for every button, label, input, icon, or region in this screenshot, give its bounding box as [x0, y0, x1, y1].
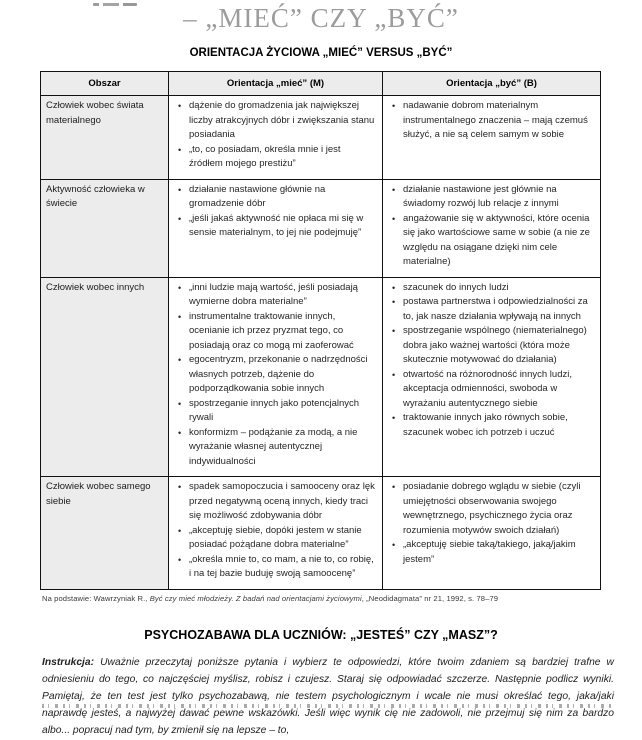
bullet-item: • spostrzeganie innych jako potencjalnych rywali	[175, 397, 376, 426]
area-cell: Człowiek wobec samego siebie	[41, 477, 169, 590]
byc-cell	[383, 477, 601, 590]
footnote-suffix: , „Neodidagmata” nr 21, 1992, s. 78–79	[361, 593, 499, 603]
bullet-item: • „jeśli jakaś aktywność nie opłaca mi się w sensie materialnym, to jej nie podejmuję”	[175, 212, 376, 241]
bullet-item: • otwartość na różnorodność innych ludzi, akceptacja odmienności, swoboda w wyrażaniu autentycznego siebie	[389, 368, 594, 412]
bullet-item: • posiadanie dobrego wglądu w siebie (czyli umiejętności obserwowania swojego wewnętrznego, psychicznego życia oraz rozumienia motywów swoich działań)	[389, 480, 594, 538]
table-row	[41, 96, 601, 180]
miec-cell	[169, 179, 383, 277]
bullet-item: • postawa partnerstwa i odpowiedzialności za to, jak nasze działania wpływają na innych	[389, 295, 594, 324]
bullet-item: • spostrzeganie wspólnego (niematerialnego) dobra jako ważnej wartości (która może skutecznie motywować do działania)	[389, 324, 594, 368]
table-row	[41, 477, 601, 590]
bullet-item: • angażowanie się w aktywności, które ocenia się jako wartościowe same w sobie (a nie ze względu na osiągane dzięki nim cele materialne)	[389, 212, 594, 270]
bullet-item: • egocentryzm, przekonanie o nadrzędności własnych potrzeb, dążenie do podporządkowania sobie innych	[175, 353, 376, 397]
instruction-label: Instrukcja:	[42, 656, 95, 668]
bullet-item: • dążenie do gromadzenia jak największej liczby atrakcyjnych dóbr i zwiększania stanu posiadania	[175, 99, 376, 143]
bullet-item: • „określa mnie to, co mam, a nie to, co robię, i na tej bazie buduję swoją samoocenę”	[175, 553, 376, 582]
clipped-text-line	[42, 704, 612, 708]
miec-cell	[169, 96, 383, 180]
bullet-item: • konformizm – podążanie za modą, a nie wyrażanie własnej autentycznej indywidualności	[175, 426, 376, 470]
header-miec: Orientacja „mieć” (M)	[169, 72, 383, 96]
bullet-item: • działanie nastawione głównie na gromadzenie dóbr	[175, 183, 376, 212]
bullet-item: • nadawanie dobrom materialnym instrumentalnego znaczenia – mają czemuś służyć, a nie są celem samym w sobie	[389, 99, 594, 143]
miec-cell	[169, 477, 383, 590]
bullet-item: • „inni ludzie mają wartość, jeśli posiadają wymierne dobra materialne”	[175, 281, 376, 310]
bullet-item: • instrumentalne traktowanie innych, ocenianie ich przez pryzmat tego, co posiadają oraz co mogą mi zaoferować	[175, 310, 376, 354]
byc-cell	[383, 179, 601, 277]
instruction-text: Uważnie przeczytaj poniższe pytania i wybierz te odpowiedzi, które twoim zdaniem są bardziej trafne w odniesieniu do tego, co najczęściej myślisz, robisz i czujesz. Staraj się odpowiadać szczerze. Następnie podlicz wyniki. Pamiętaj, że ten test jest tylko psychozabawą, nie testem psychologicznym i wcale nie musi określać tego, jaka/jaki naprawdę jesteś, a najwyżej dawać pewne wskazówki. Jeśli więc wynik cię nie zadowoli, nie przejmuj się nim za bardzo albo... popracuj nad tym, by zmienił się na lepsze – to,	[42, 656, 614, 737]
footnote-prefix: Na podstawie: Wawrzyniak R.,	[42, 593, 150, 603]
bullet-item: • działanie nastawione jest głównie na świadomy rozwój lub relacje z innymi	[389, 183, 594, 212]
bullet-item: • „akceptuję siebie taką/takiego, jaką/jakim jestem”	[389, 538, 594, 567]
bullet-item: • szacunek do innych ludzi	[389, 281, 594, 296]
area-cell: Człowiek wobec innych	[41, 277, 169, 477]
bullet-item: • „akceptuję siebie, dopóki jestem w stanie posiadać pożądane dobra materialne”	[175, 524, 376, 553]
header-byc: Orientacja „być” (B)	[383, 72, 601, 96]
page-edge-artifact	[93, 3, 137, 6]
bullet-item: • traktowanie innych jako równych sobie, szacunek wobec ich potrzeb i uczuć	[389, 411, 594, 440]
area-cell: Aktywność człowieka w świecie	[41, 179, 169, 277]
bullet-item: • spadek samopoczucia i samooceny oraz lęk przed negatywną oceną innych, kiedy traci się możliwość zdobywania dóbr	[175, 480, 376, 524]
table-row	[41, 179, 601, 277]
miec-cell	[169, 277, 383, 477]
footnote-source-title: Być czy mieć młodzieży. Z badań nad orientacjami życiowymi	[149, 593, 362, 603]
byc-cell	[383, 96, 601, 180]
area-cell: Człowiek wobec świata materialnego	[41, 96, 169, 180]
document-page	[0, 3, 642, 737]
section-heading: PSYCHOZABAWA DLA UCZNIÓW: „JESTEŚ” CZY „MASZ”?	[144, 627, 498, 642]
byc-cell	[383, 277, 601, 477]
instruction-paragraph	[42, 654, 614, 740]
bullet-item: • „to, co posiadam, określa mnie i jest źródłem mojego prestiżu”	[175, 143, 376, 172]
table-row	[41, 277, 601, 477]
table-header-row	[41, 72, 601, 96]
header-obszar: Obszar	[41, 72, 169, 96]
orientation-table	[40, 71, 601, 590]
page-title: – „MIEĆ” CZY „BYĆ”	[183, 3, 459, 33]
page-subtitle: ORIENTACJA ŻYCIOWA „MIEĆ” VERSUS „BYĆ”	[189, 47, 453, 59]
table-body	[41, 96, 601, 590]
source-footnote	[42, 594, 642, 603]
